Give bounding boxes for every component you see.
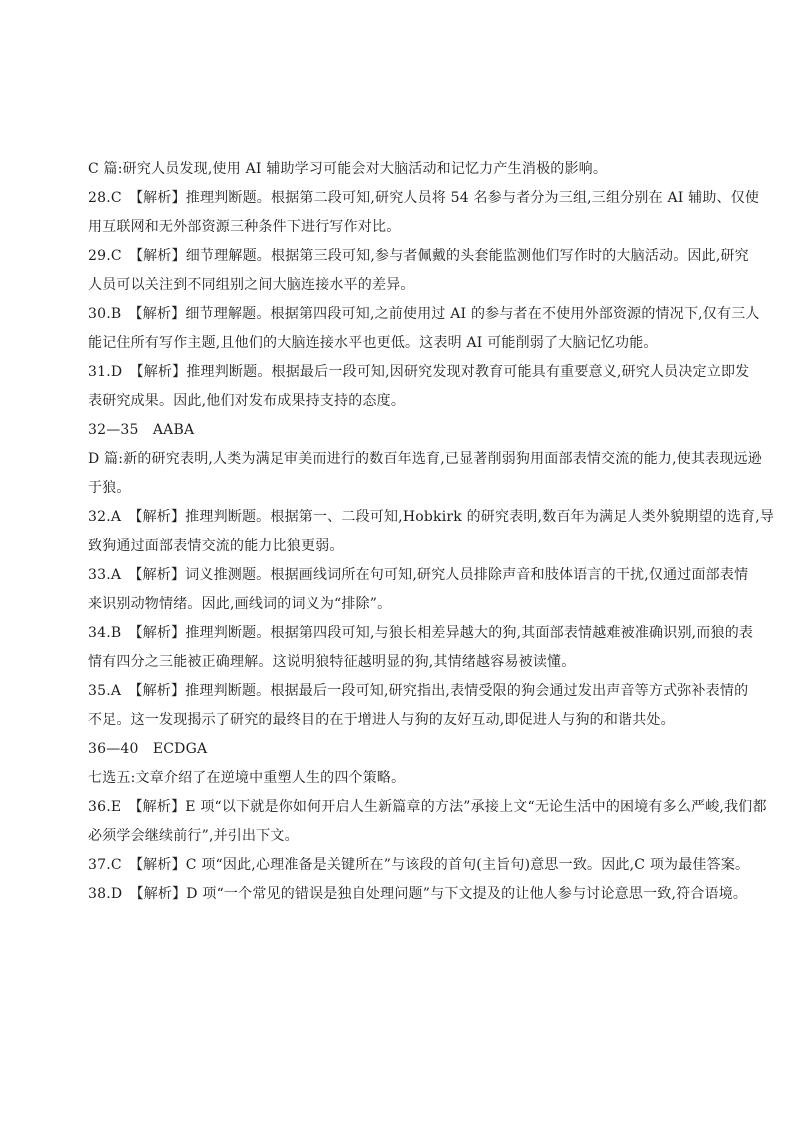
answer-29-line2: 人员可以关注到不同组别之间大脑连接水平的差异。 [88, 277, 415, 293]
passage-d-summary-line1: D 篇:新的研究表明,人类为满足审美而进行的数百年选育,已显著削弱狗用面部表情交流的能力,使其表现远逊 [88, 451, 762, 467]
passage-d-summary-line2: 于狼。 [88, 480, 131, 496]
seven-choose-five-summary: 七选五:文章介绍了在逆境中重塑人生的四个策略。 [88, 770, 406, 786]
answer-28-line2: 用互联网和无外部资源三种条件下进行写作对比。 [88, 219, 401, 235]
answer-34-line2: 情有四分之三能被正确理解。这说明狼特征越明显的狗,其情绪越容易被读懂。 [88, 654, 576, 670]
answer-29-line1: 29.C 【解析】细节理解题。根据第三段可知,参与者佩戴的头套能监测他们写作时的大脑活动。因此,研究 [88, 248, 749, 264]
answer-32-line1: 32.A 【解析】推理判断题。根据第一、二段可知,Hobkirk 的研究表明,数百年为满足人类外貌期望的选育,导 [88, 509, 775, 525]
answer-28-line1: 28.C 【解析】推理判断题。根据第二段可知,研究人员将 54 名参与者分为三组,三组分别在 AI 辅助、仅使 [88, 190, 760, 206]
answer-35-line1: 35.A 【解析】推理判断题。根据最后一段可知,研究指出,表情受限的狗会通过发出声音等方式弥补表情的 [88, 683, 749, 699]
answer-36-line2: 必须学会继续前行”,并引出下文。 [88, 828, 299, 844]
answer-31-line2: 表研究成果。因此,他们对发布成果持支持的态度。 [88, 393, 406, 409]
answer-31-line1: 31.D 【解析】推理判断题。根据最后一段可知,因研究发现对教育可能具有重要意义,研究人员决定立即发 [88, 364, 750, 380]
answer-35-line2: 不足。这一发现揭示了研究的最终目的在于增进人与狗的友好互动,即促进人与狗的和谐共处。 [88, 712, 675, 728]
answer-30-line1: 30.B 【解析】细节理解题。根据第四段可知,之前使用过 AI 的参与者在不使用外部资源的情况下,仅有三人 [88, 306, 760, 322]
answer-30-line2: 能记住所有写作主题,且他们的大脑连接水平也更低。这表明 AI 可能削弱了大脑记忆功能。 [88, 335, 658, 351]
answer-36-line1: 36.E 【解析】E 项“以下就是你如何开启人生新篇章的方法”承接上文“无论生活中的困境有多么严峻,我们都 [88, 799, 767, 815]
answer-38-line1: 38.D 【解析】D 项“一个常见的错误是独自处理问题”与下文提及的让他人参与讨论意思一致,符合语境。 [88, 886, 748, 902]
answers-32-35-heading: 32—35 AABA [88, 422, 195, 438]
answer-34-line1: 34.B 【解析】推理判断题。根据第四段可知,与狼长相差异越大的狗,其面部表情越难被准确识别,而狼的表 [88, 625, 754, 641]
answer-32-line2: 致狗通过面部表情交流的能力比狼更弱。 [88, 538, 344, 554]
answer-37-line1: 37.C 【解析】C 项“因此,心理准备是关键所在”与该段的首句(主旨句)意思一致。因此,C 项为最佳答案。 [88, 857, 750, 873]
answer-33-line1: 33.A 【解析】词义推测题。根据画线词所在句可知,研究人员排除声音和肢体语言的干扰,仅通过面部表情 [88, 567, 749, 583]
passage-c-summary: C 篇:研究人员发现,使用 AI 辅助学习可能会对大脑活动和记忆力产生消极的影响。 [88, 161, 608, 177]
answer-33-line2: 来识别动物情绪。因此,画线词的词义为“排除”。 [88, 596, 392, 612]
answers-36-40-heading: 36—40 ECDGA [88, 741, 208, 757]
